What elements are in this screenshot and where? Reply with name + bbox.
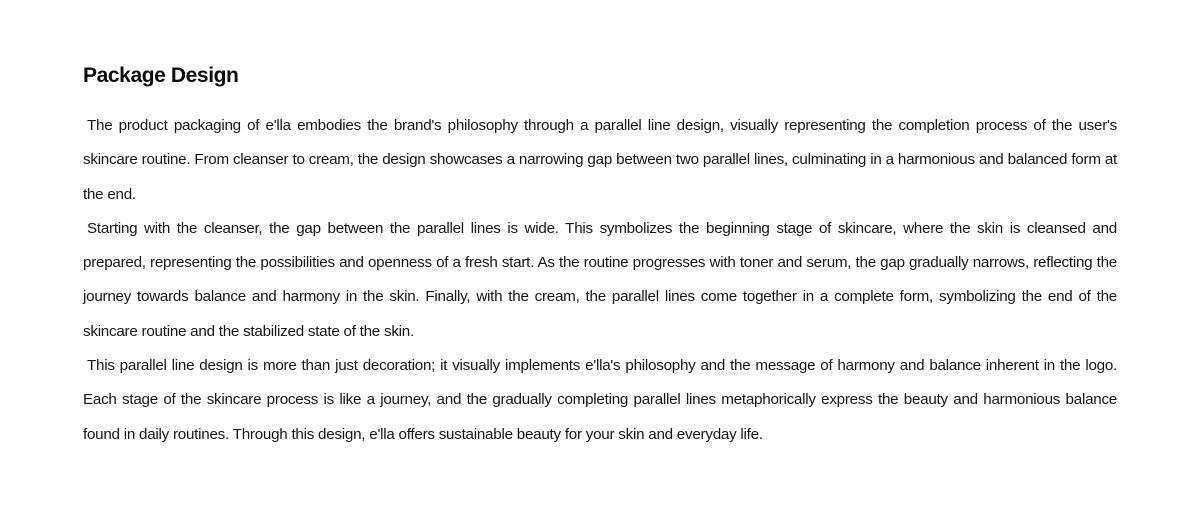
paragraph-cleanser-to-cream: Starting with the cleanser, the gap between the parallel lines is wide. This symbolizes the beginning stage of skincare, where the skin is cleansed and prepared, representing the possibilities and openness of a fresh start. As the routine progresses with toner and serum, the gap gradually narrows, reflecting the journey towards balance and harmony in the skin. Finally, with the cream, the parallel lines come together in a complete form, symbolizing the end of the skincare routine and the stabilized state of the skin. <box>83 219 1117 340</box>
section-title: Package Design <box>83 64 239 87</box>
paragraph-packaging-philosophy: The product packaging of e'lla embodies the brand's philosophy through a parallel line design, visually representing the completion process of the user's skincare routine. From cleanser to cream, the design showcases a narrowing gap between two parallel lines, culminating in a harmonious and balanced form at the end. <box>83 117 1117 203</box>
package-design-section <box>83 62 1117 452</box>
paragraph-design-meaning: This parallel line design is more than just decoration; it visually implements e'lla's philosophy and the message of harmony and balance inherent in the logo. Each stage of the skincare process is like a journey, and the gradually completing parallel lines metaphorically express the beauty and harmonious balance found in daily routines. Through this design, e'lla offers sustainable beauty for your skin and everyday life. <box>83 357 1117 443</box>
section-body <box>83 109 1117 452</box>
